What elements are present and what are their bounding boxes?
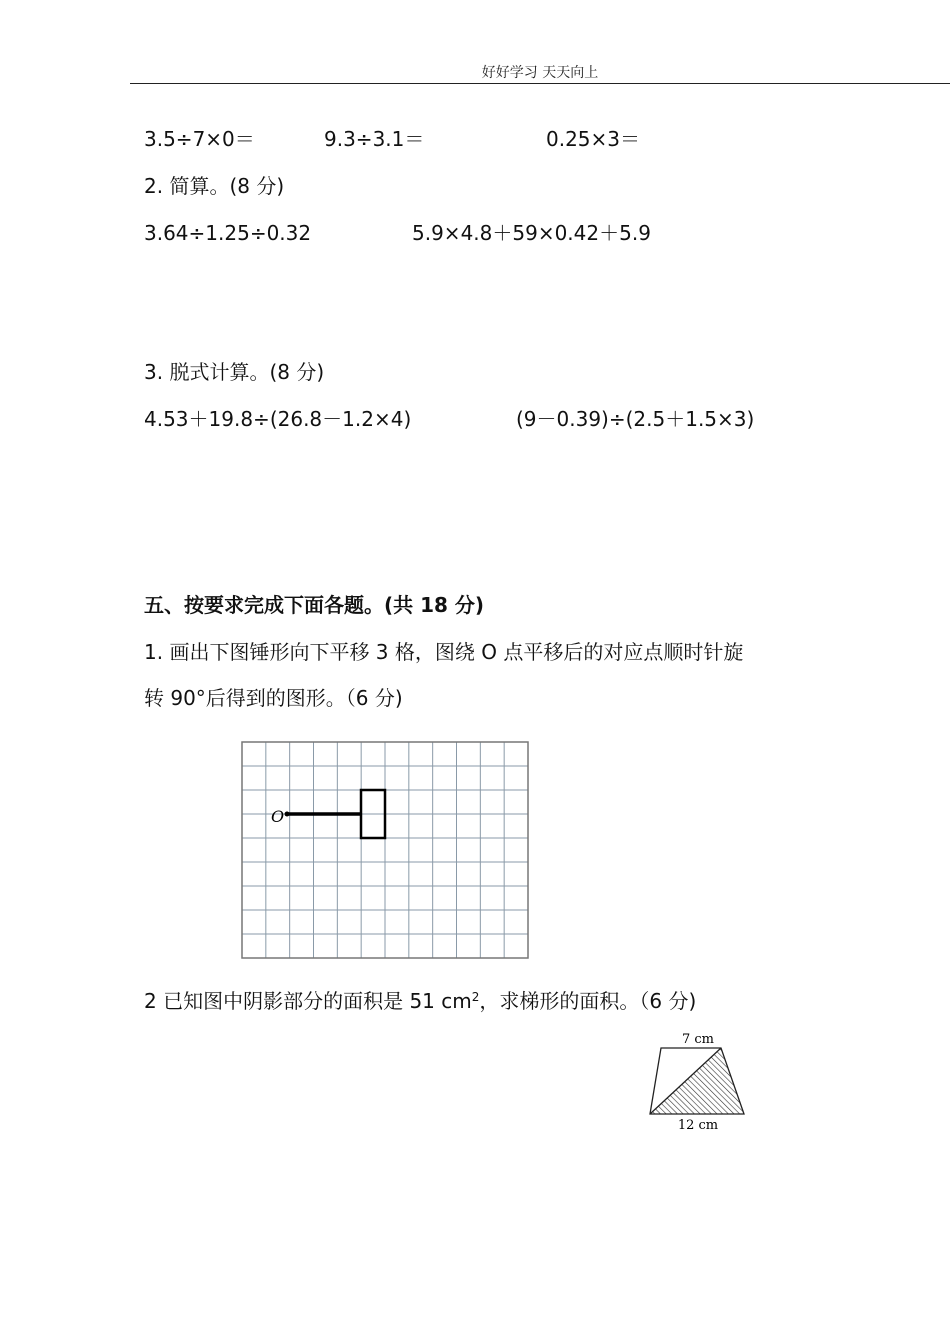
- section5-heading: 五、按要求完成下面各题。(共 18 分): [144, 593, 485, 617]
- q3-item-2: (9－0.39)÷(2.5＋1.5×3): [516, 407, 755, 431]
- hammer-grid-figure: [238, 738, 534, 964]
- header-rule: [130, 83, 950, 84]
- point-o-dot: [285, 812, 290, 817]
- q3-title: 3. 脱式计算。(8 分): [144, 360, 325, 384]
- page-header: 好好学习 天天向上: [481, 65, 599, 81]
- point-o-label: O: [271, 807, 285, 826]
- problem1-line1: 1. 画出下图锤形向下平移 3 格，图绕 O 点平移后的对应点顺时针旋: [144, 640, 744, 664]
- q2-title: 2. 简算。(8 分): [144, 174, 285, 198]
- top-base-label: 7 cm: [681, 1032, 715, 1047]
- q3-item-1: 4.53＋19.8÷(26.8－1.2×4): [144, 407, 412, 431]
- trapezoid-figure: [640, 1026, 755, 1136]
- problem2-text-after: ，求梯形的面积。（6 分): [479, 989, 697, 1013]
- problem2-superscript: 2: [471, 990, 480, 1004]
- shaded-triangle: [650, 1048, 744, 1114]
- grid-lines: [242, 742, 528, 958]
- problem2-text: [144, 985, 696, 1013]
- problem1-line2: 转 90°后得到的图形。（6 分): [144, 686, 403, 710]
- bottom-base-label: 12 cm: [677, 1118, 719, 1133]
- calc-item-3: 0.25×3＝: [546, 127, 641, 151]
- problem2-text-before: 2 已知图中阴影部分的面积是 51 cm: [144, 989, 472, 1013]
- calc-item-2: 9.3÷3.1＝: [324, 127, 425, 151]
- q2-item-2: 5.9×4.8＋59×0.42＋5.9: [412, 221, 651, 245]
- calc-item-1: 3.5÷7×0＝: [144, 127, 255, 151]
- q2-item-1: 3.64÷1.25÷0.32: [144, 221, 312, 245]
